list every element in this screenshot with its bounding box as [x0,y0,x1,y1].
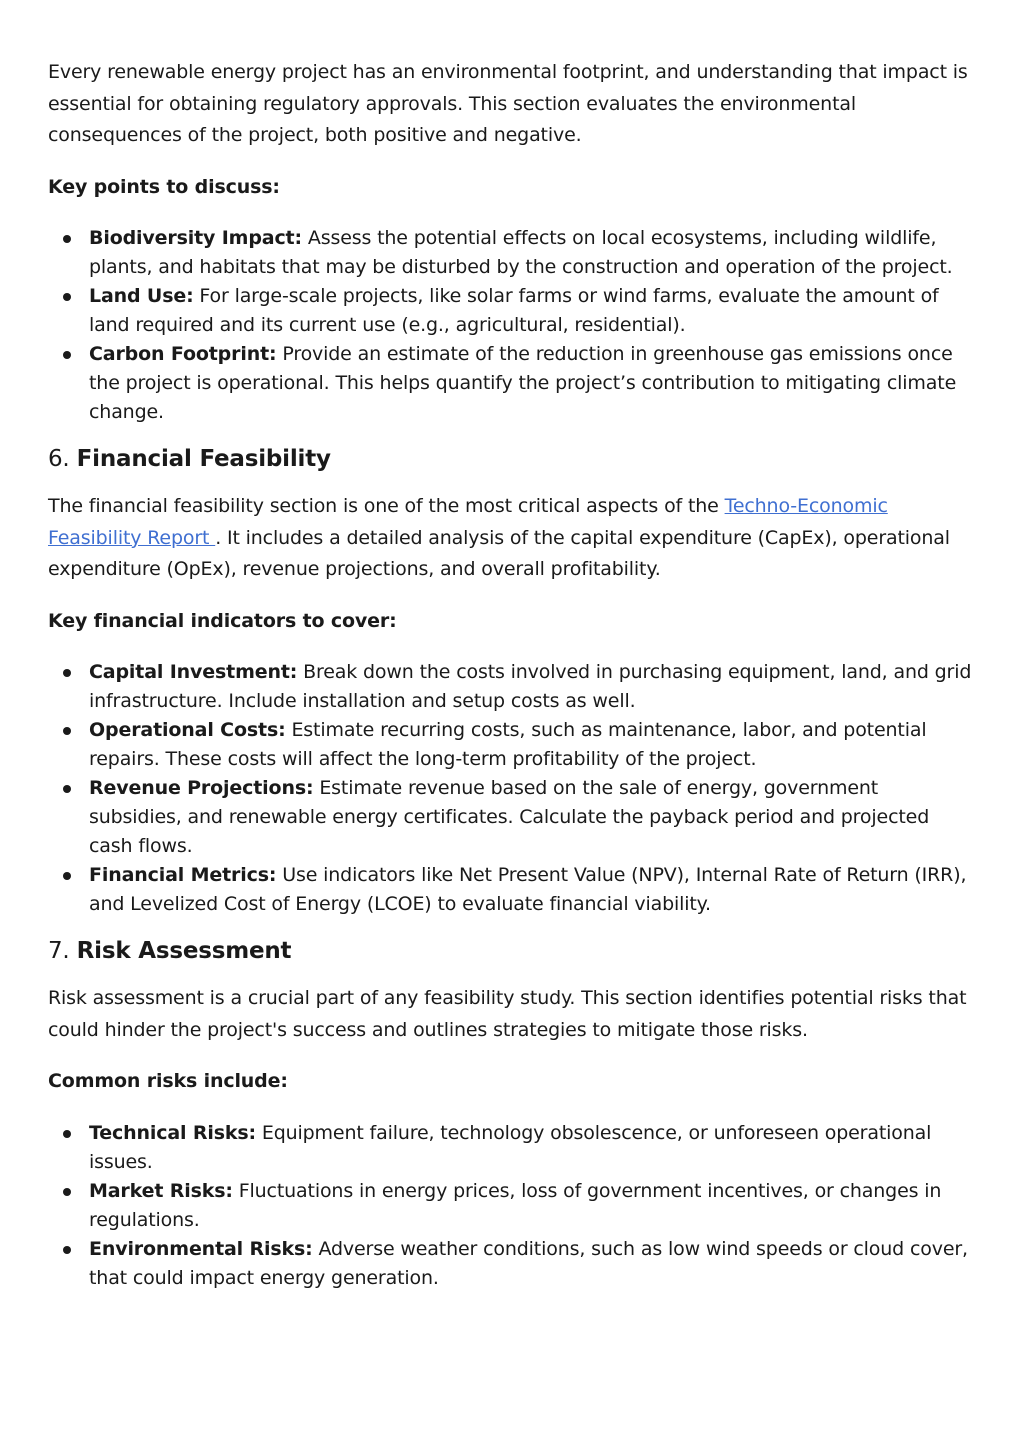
list-item-term: Financial Metrics: [89,864,277,886]
section-title: Risk Assessment [76,938,292,964]
list-item-text: Estimate revenue based on the sale of energy, government subsidies, and renewable energy certificates. Calculate the payback period and projected cash flows. [89,777,930,857]
list-item-capital-investment [48,658,976,716]
bullet-icon [63,1130,71,1138]
list-item-term: Capital Investment: [89,661,298,683]
list-item-carbon-footprint [48,340,976,427]
list-item-text: Provide an estimate of the reduction in greenhouse gas emissions once the project is operational. This helps quantify the project’s contribution to mitigating climate change. [89,343,957,423]
financial-key-indicators-heading: Key financial indicators to cover: [48,609,397,632]
list-item-term: Technical Risks: [89,1121,256,1144]
document-page [48,57,976,1309]
list-item-term: Operational Costs: [89,719,286,741]
section-heading-risk-assessment [48,935,976,967]
list-item-financial-metrics [48,861,976,919]
section-title: Financial Feasibility [76,446,331,472]
financial-intro-before-link: The financial feasibility section is one of the most critical aspects of the [48,495,725,517]
financial-intro-paragraph [48,491,976,586]
risk-intro-paragraph: Risk assessment is a crucial part of any feasibility study. This section identifies potential risks that could hinder the project's success and outlines strategies to mitigate those risks. [48,987,967,1041]
list-item-text: Fluctuations in energy prices, loss of government incentives, or changes in regulations. [89,1179,942,1231]
list-item-land-use [48,282,976,340]
financial-indicators-list [48,658,976,919]
section-number: 6. [48,446,77,472]
bullet-icon [63,235,71,243]
environmental-intro-paragraph: Every renewable energy project has an environmental footprint, and understanding that impact is essential for obtaining regulatory approvals. This section evaluates the environmental consequences of the project, both positive and negative. [48,61,968,146]
bullet-icon [63,785,71,793]
list-item-technical-risks [48,1119,976,1177]
list-item-biodiversity-impact [48,224,976,282]
section-heading-financial-feasibility [48,443,976,475]
list-item-term: Environmental Risks: [89,1237,313,1260]
bullet-icon [63,669,71,677]
bullet-icon [63,1246,71,1254]
risks-list [48,1119,976,1293]
list-item-text: Use indicators like Net Present Value (NPV), Internal Rate of Return (IRR), and Levelized Cost of Energy (LCOE) to evaluate financial viability. [89,864,967,915]
bullet-icon [63,872,71,880]
bullet-icon [63,1188,71,1196]
list-item-term: Revenue Projections: [89,777,314,799]
bullet-icon [63,351,71,359]
list-item-text: Assess the potential effects on local ecosystems, including wildlife, plants, and habitats that may be disturbed by the construction and operation of the project. [89,227,953,278]
list-item-text: For large-scale projects, like solar farms or wind farms, evaluate the amount of land required and its current use (e.g., agricultural, residential). [89,285,939,336]
section-number: 7. [48,938,77,964]
list-item-revenue-projections [48,774,976,861]
bullet-icon [63,293,71,301]
bullet-icon [63,727,71,735]
risk-common-risks-heading: Common risks include: [48,1070,288,1092]
environmental-key-points-heading: Key points to discuss: [48,175,280,198]
list-item-text: Adverse weather conditions, such as low wind speeds or cloud cover, that could impact energy generation. [89,1237,968,1289]
financial-intro-after-link: . It includes a detailed analysis of the capital expenditure (CapEx), operational expenditure (OpEx), revenue projections, and overall profitability. [48,526,950,580]
list-item-operational-costs [48,716,976,774]
list-item-term: Carbon Footprint: [89,343,277,365]
list-item-environmental-risks [48,1235,976,1293]
list-item-text: Break down the costs involved in purchasing equipment, land, and grid infrastructure. Include installation and setup costs as well. [89,661,972,712]
environmental-key-points-list [48,224,976,427]
list-item-text: Estimate recurring costs, such as maintenance, labor, and potential repairs. These costs will affect the long-term profitability of the project. [89,719,927,770]
list-item-text: Equipment failure, technology obsolescence, or unforeseen operational issues. [89,1121,932,1173]
list-item-term: Land Use: [89,285,194,307]
list-item-market-risks [48,1177,976,1235]
techno-economic-report-link[interactable]: Techno-Economic Feasibility Report [48,495,888,549]
list-item-term: Market Risks: [89,1179,233,1202]
list-item-term: Biodiversity Impact: [89,227,302,249]
